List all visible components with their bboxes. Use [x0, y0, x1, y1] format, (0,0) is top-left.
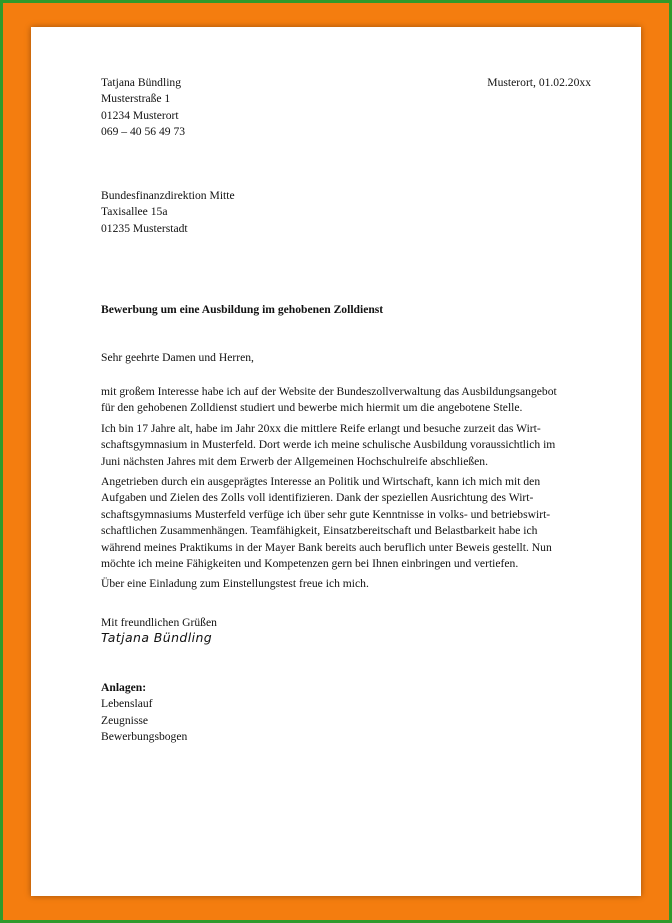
paragraph-education [101, 421, 591, 470]
closing-phrase: Mit freundlichen Grüßen [101, 616, 217, 629]
salutation: Sehr geehrte Damen und Herren, [101, 351, 254, 364]
body-line: schaftlichen Zusammenhängen. Teamfähigkeit, Einsatzbereitschaft und Belastbarkeit habe ich [101, 524, 538, 538]
attachments-list [101, 680, 187, 746]
letter-page [31, 27, 641, 896]
body-line: Angetrieben durch ein ausgeprägtes Interesse an Politik und Wirtschaft, kann ich mich mit den [101, 475, 541, 489]
recipient-city: 01235 Musterstadt [101, 221, 188, 235]
letter-subject: Bewerbung um eine Ausbildung im gehobenen Zolldienst [101, 303, 384, 316]
attachment-item: Bewerbungsbogen [101, 730, 188, 744]
body-line: Über eine Einladung zum Einstellungstest freue ich mich. [101, 577, 369, 591]
attachment-item: Zeugnisse [101, 713, 149, 727]
letter-date: Musterort, 01.02.20xx [487, 76, 591, 89]
body-line: Ich bin 17 Jahre alt, habe im Jahr 20xx die mittlere Reife erlangt und besuche zurzeit das Wirt- [101, 421, 541, 435]
sender-name: Tatjana Bündling [101, 76, 182, 89]
recipient-address [101, 188, 235, 237]
body-line: während meines Praktikums in der Mayer Bank bereits auch beruflich unter Beweis gestellt. Nun [101, 540, 552, 554]
body-line: möchte ich meine Fähigkeiten und Kompetenzen gern bei Ihnen einbringen und vertiefen. [101, 557, 519, 571]
sender-address [101, 75, 185, 141]
sender-city: 01234 Musterort [101, 108, 179, 122]
body-line: schaftsgymnasiums Musterfeld verfüge ich über sehr gute Kenntnisse in volks- und betriebswirt- [101, 507, 551, 521]
handwritten-signature: Tatjana Bündling [101, 630, 213, 645]
paragraph-closing [101, 576, 591, 592]
sender-street: Musterstraße 1 [101, 92, 171, 106]
attachment-item: Lebenslauf [101, 697, 153, 711]
paragraph-motivation [101, 474, 591, 572]
body-line: Juni nächsten Jahres mit dem Erwerb der Allgemeinen Hochschulreife abschließen. [101, 454, 488, 468]
recipient-street: Taxisallee 15a [101, 205, 168, 219]
paragraph-intro [101, 384, 591, 417]
attachments-title: Anlagen: [101, 681, 147, 694]
body-line: schaftsgymnasium in Musterfeld. Dort werde ich meine schulische Ausbildung voraussichtlich im [101, 438, 556, 452]
recipient-name: Bundesfinanzdirektion Mitte [101, 189, 235, 202]
letter-body [101, 384, 591, 597]
body-line: für den gehobenen Zolldienst studiert und bewerbe mich hiermit um die angebotene Stelle. [101, 401, 523, 415]
sender-phone: 069 – 40 56 49 73 [101, 125, 186, 139]
body-line: mit großem Interesse habe ich auf der Website der Bundeszollverwaltung das Ausbildungsangebot [101, 385, 557, 398]
body-line: Aufgaben und Zielen des Zolls voll identifizieren. Dank der speziellen Ausrichtung des Wirt- [101, 491, 534, 505]
